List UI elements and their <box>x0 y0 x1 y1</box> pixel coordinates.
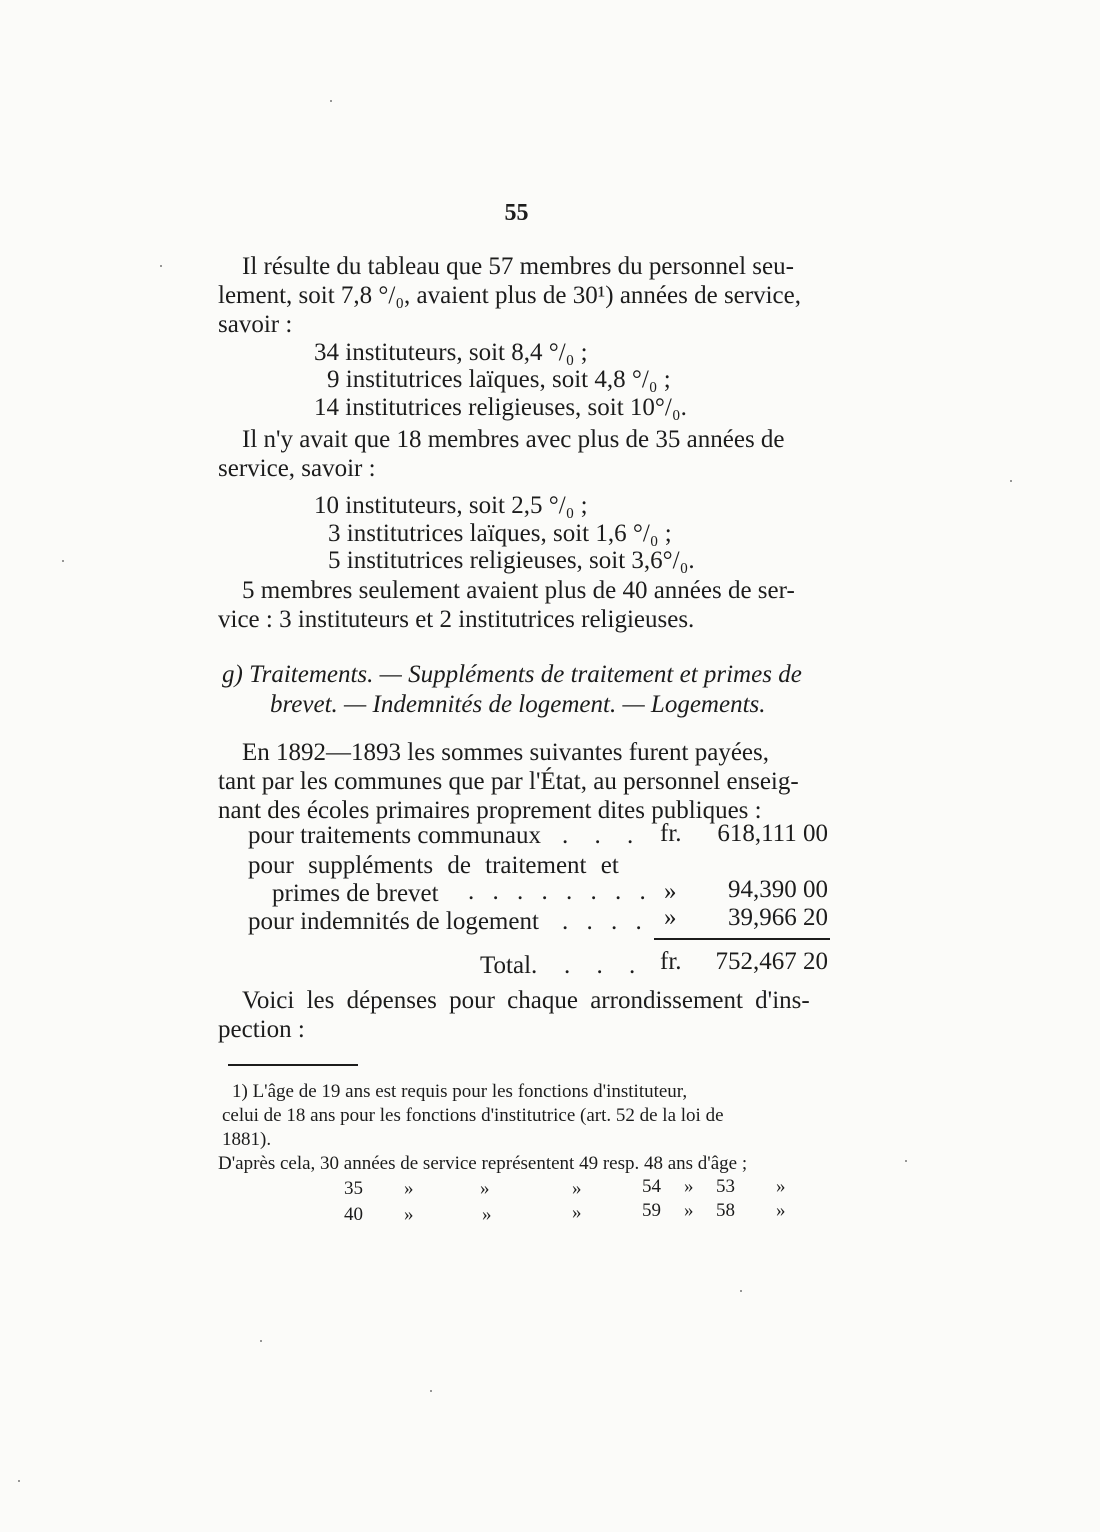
list-item: 9 institutrices laïques, soit 4,8 °/₀ ; <box>327 366 671 393</box>
paragraph-line: lement, soit 7,8 °/₀, avaient plus de 30¹) années de service, <box>218 282 801 309</box>
footnote-cell: 54 <box>642 1176 661 1197</box>
scan-speck <box>330 100 332 102</box>
footnote-cell: » <box>572 1178 582 1199</box>
paragraph-line: pection : <box>218 1016 305 1043</box>
amount: 618,111 00 <box>717 820 828 847</box>
paragraph-line: tant par les communes que par l'État, au personnel enseig- <box>218 768 799 795</box>
paragraph-line: savoir : <box>218 311 293 338</box>
amount: 39,966 20 <box>728 904 828 931</box>
footnote-cell: » <box>482 1204 492 1225</box>
scan-speck <box>62 560 64 562</box>
list-item: 3 institutrices laïques, soit 1,6 °/₀ ; <box>328 520 672 547</box>
footnote-cell: » <box>480 1178 490 1199</box>
paragraph-line: Voici les dépenses pour chaque arrondissement d'ins- <box>242 987 810 1014</box>
scan-speck <box>260 1340 262 1342</box>
footnote-cell: » <box>404 1204 414 1225</box>
paragraph-line: Il résulte du tableau que 57 membres du personnel seu- <box>242 253 794 280</box>
footnote-cell: » <box>404 1178 414 1199</box>
paragraph-line: En 1892—1893 les sommes suivantes furent payées, <box>242 739 769 766</box>
section-heading-line: g) Traitements. — Suppléments de traitement et primes de <box>222 661 802 688</box>
currency: » <box>664 904 677 931</box>
footnote-line: 1881). <box>222 1129 272 1150</box>
leader-dots: . . . <box>564 952 646 979</box>
footnote-cell: » <box>776 1200 786 1221</box>
scan-speck <box>430 1390 432 1392</box>
total-rule <box>654 938 830 940</box>
footnote-line: D'après cela, 30 années de service représentent 49 resp. 48 ans d'âge ; <box>218 1153 748 1174</box>
expense-label: pour traitements communaux <box>248 822 541 849</box>
footnote-cell: 59 <box>642 1200 661 1221</box>
paragraph-2 <box>218 425 830 483</box>
list-item: 34 instituteurs, soit 8,4 °/₀ ; <box>314 339 588 366</box>
expense-label: primes de brevet <box>272 880 439 907</box>
currency: » <box>664 878 677 905</box>
paragraph-1 <box>218 252 830 339</box>
currency: fr. <box>660 948 682 975</box>
amount: 94,390 00 <box>728 876 828 903</box>
total-amount: 752,467 20 <box>715 948 828 975</box>
paragraph-line: Il n'y avait que 18 membres avec plus de 35 années de <box>242 426 785 453</box>
leader-dots: . . . . <box>562 908 648 935</box>
expense-label: pour indemnités de logement <box>248 908 539 935</box>
footnote-cell: » <box>572 1202 582 1223</box>
paragraph-line: vice : 3 instituteurs et 2 institutrices religieuses. <box>218 606 695 633</box>
leader-dots: . . . <box>562 822 644 849</box>
footnote-cell: 40 <box>344 1204 363 1225</box>
footnote-cell: 58 <box>716 1200 735 1221</box>
scan-speck <box>1010 480 1012 482</box>
page-number: 55 <box>504 200 529 226</box>
list-item: 5 institutrices religieuses, soit 3,6°/₀. <box>328 547 695 574</box>
scan-speck <box>905 1160 907 1162</box>
scan-speck <box>160 265 162 267</box>
total-label: Total. <box>480 952 538 979</box>
footnote-cell: » <box>684 1200 694 1221</box>
expense-label: pour suppléments de traitement et <box>248 852 619 879</box>
paragraph-line: service, savoir : <box>218 455 376 482</box>
paragraph-5 <box>218 986 830 1044</box>
paragraph-4 <box>218 738 830 825</box>
footnote-cell: 35 <box>344 1178 363 1199</box>
footnote-cell: » <box>776 1176 786 1197</box>
list-item: 14 institutrices religieuses, soit 10°/₀. <box>314 394 687 421</box>
footnote-line: celui de 18 ans pour les fonctions d'institutrice (art. 52 de la loi de <box>222 1105 724 1126</box>
scan-speck <box>740 1290 742 1292</box>
leader-dots: . . . . . . . . <box>468 878 652 905</box>
footnote-line: 1) L'âge de 19 ans est requis pour les fonctions d'instituteur, <box>232 1081 688 1102</box>
paragraph-line: 5 membres seulement avaient plus de 40 années de ser- <box>242 577 795 604</box>
list-item: 10 instituteurs, soit 2,5 °/₀ ; <box>314 492 588 519</box>
footnote-separator <box>228 1064 358 1066</box>
section-heading-line: brevet. — Indemnités de logement. — Logements. <box>270 691 766 718</box>
paragraph-3 <box>218 576 830 634</box>
scan-speck <box>18 1480 20 1482</box>
currency: fr. <box>660 820 682 847</box>
paragraph-line: nant des écoles primaires proprement dites publiques : <box>218 797 762 824</box>
footnote-cell: » <box>684 1176 694 1197</box>
footnote-cell: 53 <box>716 1176 735 1197</box>
